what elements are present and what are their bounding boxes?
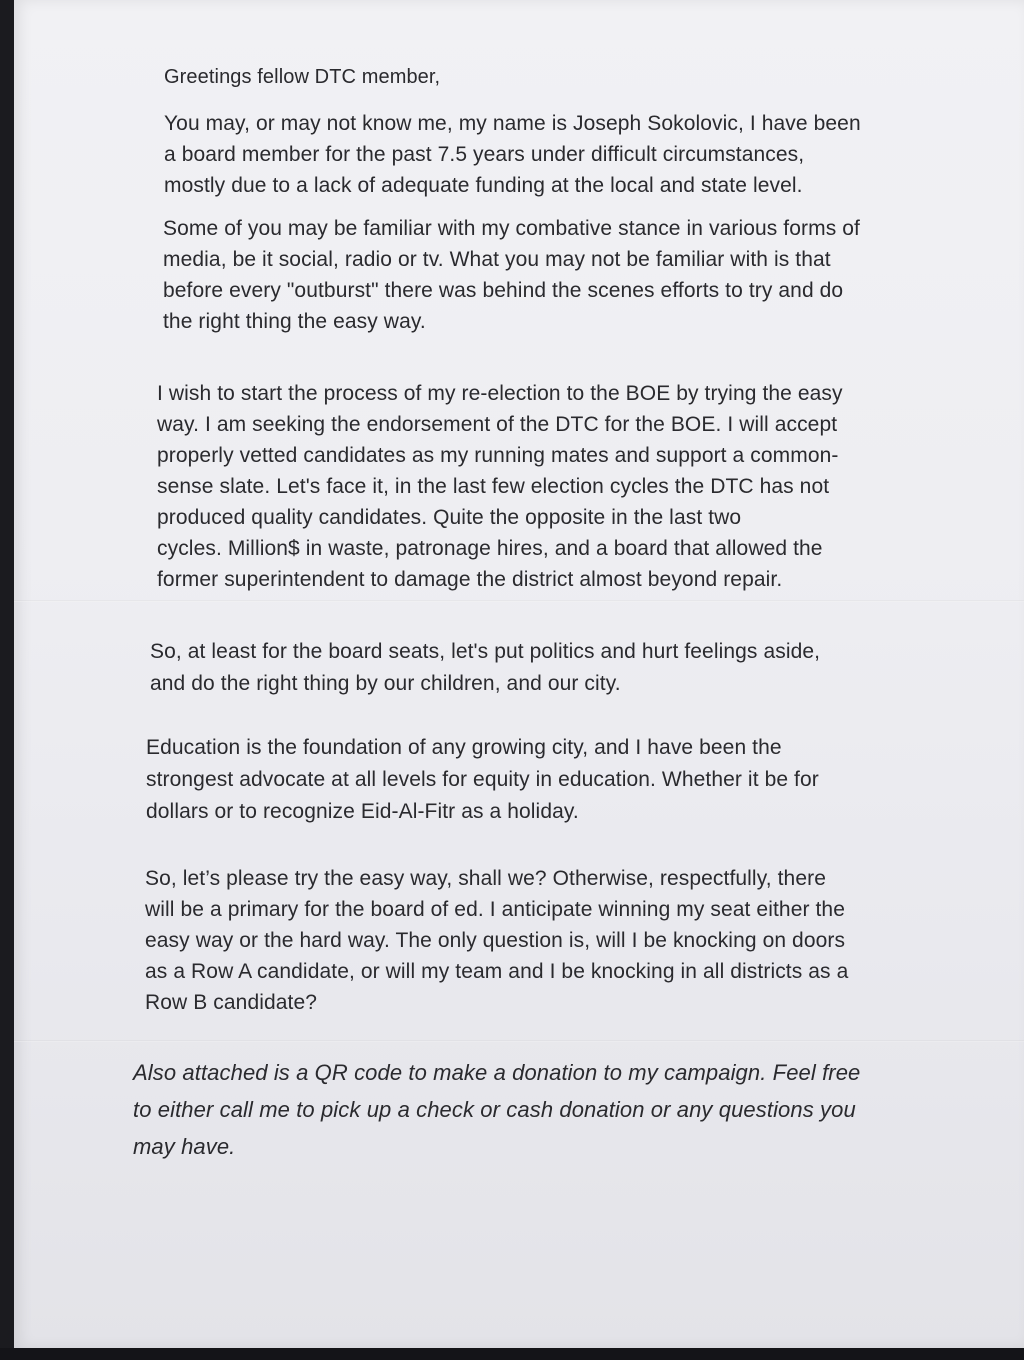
text-line: a board member for the past 7.5 years under difficult circumstances, — [164, 143, 805, 166]
background-edge — [0, 1348, 1024, 1360]
text-line: Also attached is a QR code to make a donation to my campaign. Feel free — [133, 1060, 861, 1085]
paragraph-education — [146, 732, 819, 828]
text-line: sense slate. Let's face it, in the last few election cycles the DTC has not — [157, 475, 830, 498]
text-line: I wish to start the process of my re-election to the BOE by trying the easy — [157, 382, 843, 405]
paragraph-donation — [133, 1054, 860, 1165]
text-line: properly vetted candidates as my running mates and support a common- — [157, 444, 839, 467]
text-line: cycles. Million$ in waste, patronage hires, and a board that allowed the — [157, 537, 823, 560]
greeting-line: Greetings fellow DTC member, — [164, 66, 441, 88]
paragraph-combative-stance — [163, 213, 860, 337]
text-line: former superintendent to damage the district almost beyond repair. — [157, 568, 783, 591]
paper-fold-line — [14, 600, 1024, 602]
text-line: Some of you may be familiar with my combative stance in various forms of — [163, 217, 860, 240]
paragraph-introduction — [164, 108, 861, 201]
text-line: as a Row A candidate, or will my team and I be knocking in all districts as a — [145, 960, 849, 983]
text-line: So, at least for the board seats, let's put politics and hurt feelings aside, — [150, 640, 821, 663]
paragraph-board-seats — [150, 636, 820, 700]
text-line: easy way or the hard way. The only question is, will I be knocking on doors — [145, 929, 846, 952]
text-line: way. I am seeking the endorsement of the DTC for the BOE. I will accept — [157, 413, 838, 436]
text-line: strongest advocate at all levels for equity in education. Whether it be for — [146, 768, 819, 791]
text-line: and do the right thing by our children, and our city. — [150, 672, 621, 695]
text-line: Row B candidate? — [145, 991, 318, 1014]
letter-page — [14, 0, 1024, 1348]
text-line: dollars or to recognize Eid-Al-Fitr as a holiday. — [146, 800, 579, 823]
text-line: media, be it social, radio or tv. What you may not be familiar with is that — [163, 248, 831, 271]
letter-greeting — [164, 62, 440, 93]
paragraph-primary — [145, 863, 848, 1018]
paragraph-re-election — [157, 378, 843, 595]
text-line: You may, or may not know me, my name is Joseph Sokolovic, I have been — [164, 112, 861, 135]
text-line: before every "outburst" there was behind the scenes efforts to try and do — [163, 279, 844, 302]
text-line: may have. — [133, 1134, 236, 1159]
text-line: So, let’s please try the easy way, shall we? Otherwise, respectfully, there — [145, 867, 826, 890]
text-line: will be a primary for the board of ed. I anticipate winning my seat either the — [145, 898, 845, 921]
text-line: Education is the foundation of any growing city, and I have been the — [146, 736, 782, 759]
text-line: produced quality candidates. Quite the opposite in the last two — [157, 506, 742, 529]
text-line: mostly due to a lack of adequate funding at the local and state level. — [164, 174, 803, 197]
text-line: the right thing the easy way. — [163, 310, 426, 333]
text-line: to either call me to pick up a check or cash donation or any questions you — [133, 1097, 856, 1122]
paper-fold-line — [14, 1040, 1024, 1042]
